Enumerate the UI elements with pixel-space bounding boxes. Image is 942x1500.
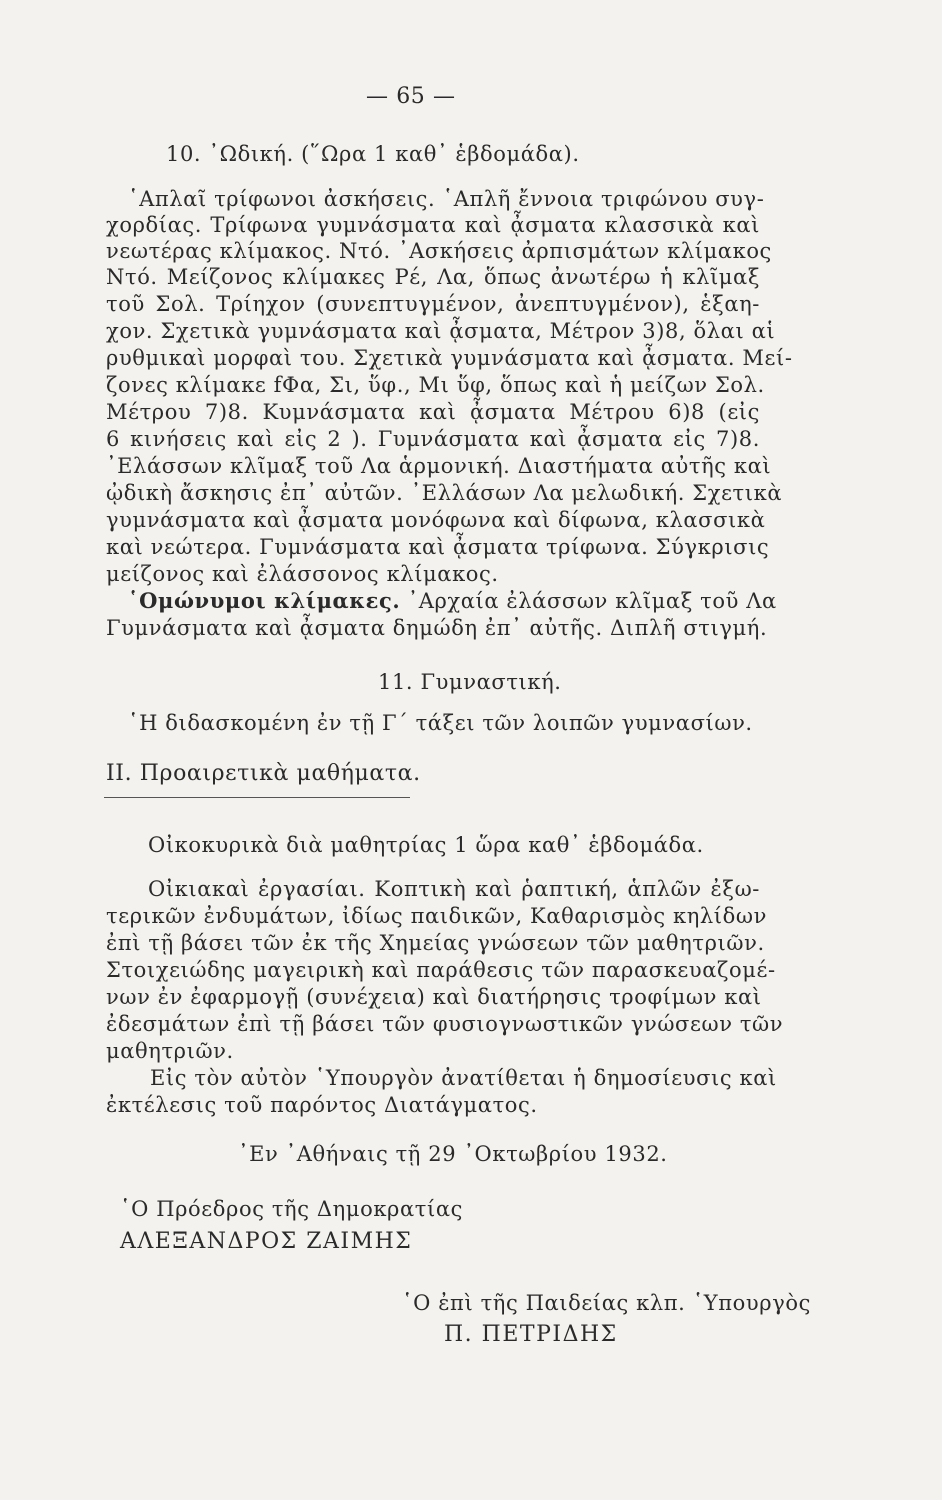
date-place: ᾿Εν ᾿Αθήναις τῇ 29 ᾿Οκτωβρίου 1932. [238,1142,668,1166]
section-10-bold-line [128,588,777,614]
section-10-line: χον. Σχετικὰ γυμνάσματα καὶ ᾆσματα, Μέτρον 3)8, ὅλαι αἱ [106,319,776,343]
section-II-heading: ΙΙ. Προαιρετικὰ μαθήματα. [106,761,421,786]
bold-lead: ῾Ομώνυμοι κλίμακες. [128,588,401,613]
section-10-line: ζονες κλίμακε fΦα, Σι, ὕφ., Μι ὕφ, ὅπως καὶ ἡ μείζων Σολ. [106,373,765,397]
section-10-line: Γυμνάσματα καὶ ᾆσματα δημώδη ἐπ᾿ αὐτῆς. Διπλῆ στιγμή. [106,616,768,640]
section-10-line: μείζονος καὶ ἐλάσσονος κλίμακος. [106,562,499,586]
section-10-line: Ντό. Μείζονος κλίμακες Ρέ, Λα, ὅπως ἀνωτέρω ἡ κλῖμαξ [106,265,760,289]
section-10-line: ᾿Ελάσσων κλῖμαξ τοῦ Λα ἁρμονική. Διαστήματα αὐτῆς καὶ [106,454,772,478]
closing-line: Εἰς τὸν αὐτὸν ῾Υπουργὸν ἀνατίθεται ἡ δημοσίευσις καὶ [150,1066,777,1090]
home-economics-line: ἐπὶ τῇ βάσει τῶν ἐκ τῆς Χημείας γνώσεων τῶν μαθητριῶν. [106,931,765,955]
section-11-heading: 11. Γυμναστική. [378,670,562,694]
home-economics-line: τερικῶν ἐνδυμάτων, ἰδίως παιδικῶν, Καθαρισμὸς κηλίδων [106,904,767,928]
section-10-line: γυμνάσματα καὶ ᾆσματα μονόφωνα καὶ δίφωνα, κλασσικὰ [106,508,766,532]
section-10-heading: 10. ᾿Ωδική. (῞Ωρα 1 καθ᾿ ἑβδομάδα). [166,142,580,166]
section-10-line: χορδίας. Τρίφωνα γυμνάσματα καὶ ᾆσματα κλασσικὰ καὶ [106,213,760,237]
page-number: — 65 — [366,84,456,109]
closing-line: ἐκτέλεσις τοῦ παρόντος Διατάγματος. [106,1093,538,1117]
home-economics-line: ἐδεσμάτων ἐπὶ τῇ βάσει τῶν φυσιογνωστικῶν γνώσεων τῶν [106,1012,784,1036]
home-economics-heading: Οἰκοκυρικὰ διὰ μαθητρίας 1 ὥρα καθ᾿ ἑβδομάδα. [148,833,704,857]
section-10-line: ᾠδικὴ ἄσκησις ἐπ᾿ αὐτῶν. ᾿Ελλάσων Λα μελωδική. Σχετικὰ [106,481,783,505]
section-10-line: ρυθμικαὶ μορφαὶ του. Σχετικὰ γυμνάσματα καὶ ᾆσματα. Μεί- [106,346,793,370]
section-11-text: ῾Η διδασκομένη ἐν τῇ Γ´ τάξει τῶν λοιπῶν γυμνασίων. [128,711,753,735]
section-10-line: ῾Απλαῖ τρίφωνοι ἀσκήσεις. ῾Απλῆ ἔννοια τριφώνου συγ- [128,187,765,211]
section-divider [104,797,410,798]
home-economics-line: νων ἐν ἐφαρμογῇ (συνέχεια) καὶ διατήρησις τροφίμων καὶ [106,985,762,1009]
home-economics-line: Οἰκιακαὶ ἐργασίαι. Κοπτικὴ καὶ ῥαπτική, ἁπλῶν ἐξω- [148,877,760,901]
bold-line-rest: ᾿Αρχαία ἐλάσσων κλῖμαξ τοῦ Λα [400,589,777,613]
minister-name: Π. ΠΕΤΡΙΔΗΣ [444,1322,618,1347]
section-10-line: νεωτέρας κλίμακος. Ντό. ᾿Ασκήσεις ἀρπισμάτων κλίμακος [106,239,772,263]
section-10-line: Μέτρου 7)8. Κυμνάσματα καὶ ᾆσματα Μέτρου 6)8 (εἰς [106,400,760,424]
home-economics-line: μαθητριῶν. [106,1039,234,1063]
president-title: ῾Ο Πρόεδρος τῆς Δημοκρατίας [120,1197,463,1221]
section-10-line: 6 κινήσεις καὶ εἰς 2 ). Γυμνάσματα καὶ ᾆσματα εἰς 7)8. [106,427,760,451]
minister-title: ῾Ο ἐπὶ τῆς Παιδείας κλπ. ῾Υπουργὸς [402,1291,811,1315]
section-10-line: τοῦ Σολ. Τρίηχον (συνεπτυγμένον, ἀνεπτυγμένον), ἑξαη- [106,292,760,316]
home-economics-line: Στοιχειώδης μαγειρικὴ καὶ παράθεσις τῶν παρασκευαζομέ- [106,958,776,982]
section-10-line: καὶ νεώτερα. Γυμνάσματα καὶ ᾆσματα τρίφωνα. Σύγκρισις [106,535,770,559]
president-name: ΑΛΕΞΑΝΔΡΟΣ ΖΑΙΜΗΣ [120,1229,413,1254]
